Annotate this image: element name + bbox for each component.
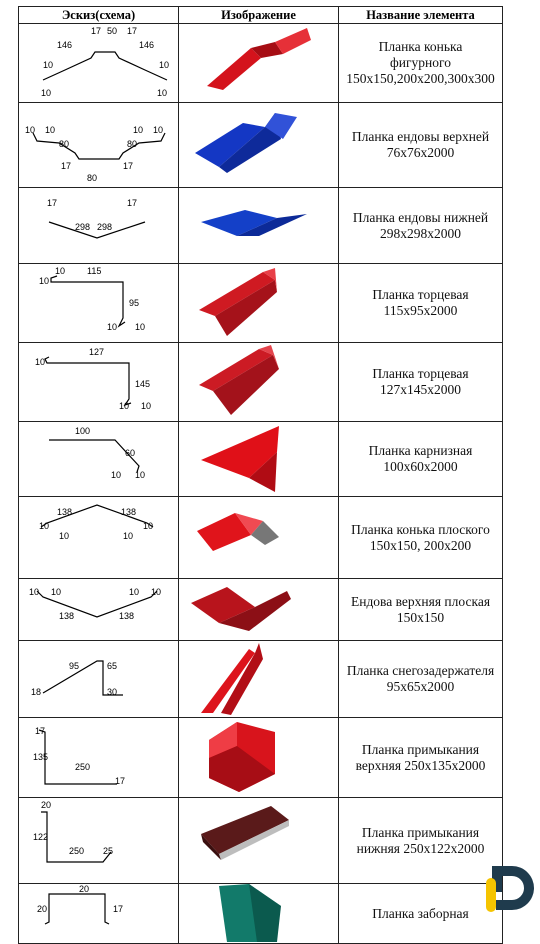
dim-label: 17 [115,776,126,786]
dim-label: 95 [69,661,80,671]
sketch-abutment-bottom [19,798,179,883]
ridge-figured-image [179,24,339,102]
header-name: Название элемента [339,7,503,24]
name-line: Планка примыкания [361,741,480,757]
name-line: 127x145x2000 [380,382,461,397]
table-row [19,884,503,944]
dim-label: 10 [119,401,130,411]
image-cell [179,24,339,103]
dim-label: 17 [113,904,124,914]
end-plank-1-image [179,264,339,342]
sketch-valley-top [19,103,179,187]
name-line: фигурного [390,55,451,70]
dim-label: 17 [127,26,138,36]
sketch-cell [19,884,179,944]
dim-label: 20 [79,884,90,894]
dim-label: 10 [123,531,134,541]
sketch-fence-plank [19,884,179,943]
abutment-top-image [179,718,339,797]
dim-label: 10 [51,587,62,597]
dim-label: 10 [143,521,154,531]
dim-label: 50 [107,26,118,36]
dim-label: 10 [41,88,52,98]
name-line: Планка снегозадержателя [346,663,495,678]
sketch-cell [19,579,179,641]
sketch-abutment-top [19,718,179,797]
dim-label: 10 [157,88,168,98]
name-line: Планка торцевая [372,287,469,302]
dim-label: 10 [133,125,144,135]
name-cell [339,497,503,579]
dim-label: 100 [75,426,91,436]
image-cell [179,579,339,641]
dim-label: 18 [31,687,42,697]
fence-plank-image [179,884,339,943]
dim-label: 298 [97,222,113,232]
valley-flat-image [179,579,339,640]
dim-label: 17 [123,161,134,171]
dim-label: 138 [119,611,135,621]
table-row [19,103,503,188]
name-line: Планка ендовы верхней [351,129,490,144]
table-row [19,579,503,641]
sketch-valley-bottom [19,188,179,263]
valley-top-image [179,103,339,187]
dim-label: 10 [39,521,50,531]
name-line: 150x150 [396,609,445,625]
name-line: Ендова верхняя плоская [350,593,491,609]
table-row [19,343,503,422]
dim-label: 10 [153,125,164,135]
name-cell [339,641,503,718]
dim-label: 135 [33,752,49,762]
dim-label: 60 [125,448,136,458]
name-line: 115x95x2000 [383,303,458,318]
dim-label: 20 [41,800,52,810]
sketch-snow-guard [19,641,179,717]
name-line: 100x60x2000 [383,459,458,474]
name-cell [339,798,503,884]
ridge-flat-image [179,497,339,578]
sketch-cell [19,264,179,343]
table-row [19,24,503,103]
name-line: 95x65x2000 [386,679,455,694]
table-row [19,798,503,884]
dim-label: 25 [103,846,114,856]
header-row [19,7,503,24]
image-cell [179,798,339,884]
name-line: 298x298x2000 [380,225,461,241]
dim-label: 10 [25,125,36,135]
dim-label: 30 [107,687,118,697]
dim-label: 10 [159,60,170,70]
sketch-cell [19,422,179,497]
name-line: Планка торцевая [372,366,469,381]
dim-label: 10 [135,322,146,332]
table-row [19,641,503,718]
table-row [19,188,503,264]
sketch-cell [19,188,179,264]
elements-table [18,6,503,944]
image-cell [179,884,339,944]
image-cell [179,422,339,497]
dim-label: 10 [135,470,146,480]
dim-label: 10 [111,470,122,480]
sketch-cell [19,24,179,103]
dim-label: 10 [43,60,54,70]
dim-label: 17 [91,26,102,36]
name-cell [339,24,503,103]
dim-label: 10 [59,531,70,541]
name-cell [339,884,503,944]
dim-label: 10 [141,401,152,411]
image-cell [179,103,339,188]
dim-label: 17 [35,726,46,736]
table-row [19,422,503,497]
name-cell [339,422,503,497]
image-cell [179,641,339,718]
dim-label: 146 [139,40,155,50]
name-line: Планка заборная [372,906,469,921]
dim-label: 10 [39,276,50,286]
sketch-cell [19,798,179,884]
sketch-ridge-flat [19,497,179,578]
sketch-ridge-figured [19,24,179,102]
dim-label: 138 [59,611,75,621]
name-cell [339,343,503,422]
dim-label: 65 [107,661,118,671]
dim-label: 138 [57,507,73,517]
image-cell [179,343,339,422]
image-cell [179,264,339,343]
dim-label: 17 [127,198,138,208]
dim-label: 122 [33,832,49,842]
name-line: Планка ендовы нижней [352,209,489,225]
name-cell [339,264,503,343]
dim-label: 115 [87,266,102,276]
dim-label: 10 [35,357,46,367]
dim-label: 80 [127,139,138,149]
name-cell [339,188,503,264]
sketch-end-plank-1 [19,264,179,342]
dim-label: 298 [75,222,91,232]
sketch-cell [19,497,179,579]
name-line: Планка конька [378,39,463,54]
dim-label: 20 [37,904,48,914]
header-image: Изображение [179,7,339,24]
sketch-end-plank-2 [19,343,179,421]
sketch-cell [19,718,179,798]
name-cell [339,579,503,641]
name-line: Планка конька плоского [351,521,490,537]
name-cell [339,718,503,798]
sketch-cell [19,103,179,188]
sketch-cell [19,343,179,422]
header-sketch: Эскиз(схема) [19,7,179,24]
dim-label: 10 [151,587,162,597]
dim-label: 95 [129,298,140,308]
dim-label: 80 [59,139,70,149]
valley-bottom-image [179,188,339,263]
dim-label: 10 [107,322,118,332]
dim-label: 10 [29,587,40,597]
dim-label: 250 [75,762,91,772]
dim-label: 146 [57,40,73,50]
dim-label: 250 [69,846,85,856]
dim-label: 138 [121,507,137,517]
dim-label: 145 [135,379,151,389]
image-cell [179,718,339,798]
dim-label: 17 [61,161,72,171]
name-line: 150x150, 200x200 [369,537,472,553]
dim-label: 10 [55,266,66,276]
image-cell [179,188,339,264]
name-line: верхняя 250x135x2000 [355,757,486,773]
dim-label: 10 [45,125,56,135]
table-row [19,497,503,579]
sketch-valley-flat [19,579,179,640]
snow-guard-image [179,641,339,717]
name-line: Планка примыкания [361,824,480,840]
name-line: нижняя 250x122x2000 [356,840,485,856]
dim-label: 80 [87,173,98,183]
image-cell [179,497,339,579]
dim-label: 127 [89,347,105,357]
sketch-eaves-plank [19,422,179,496]
abutment-bottom-image [179,798,339,883]
name-line: 150x150,200x200,300x300 [346,71,495,86]
name-cell [339,103,503,188]
name-line: Планка карнизная [368,443,473,458]
name-line: 76x76x2000 [386,145,455,160]
eaves-plank-image [179,422,339,496]
dim-label: 17 [47,198,58,208]
table-row [19,718,503,798]
brand-logo-icon [486,862,536,916]
table-row [19,264,503,343]
end-plank-2-image [179,343,339,421]
sketch-cell [19,641,179,718]
dim-label: 10 [129,587,140,597]
